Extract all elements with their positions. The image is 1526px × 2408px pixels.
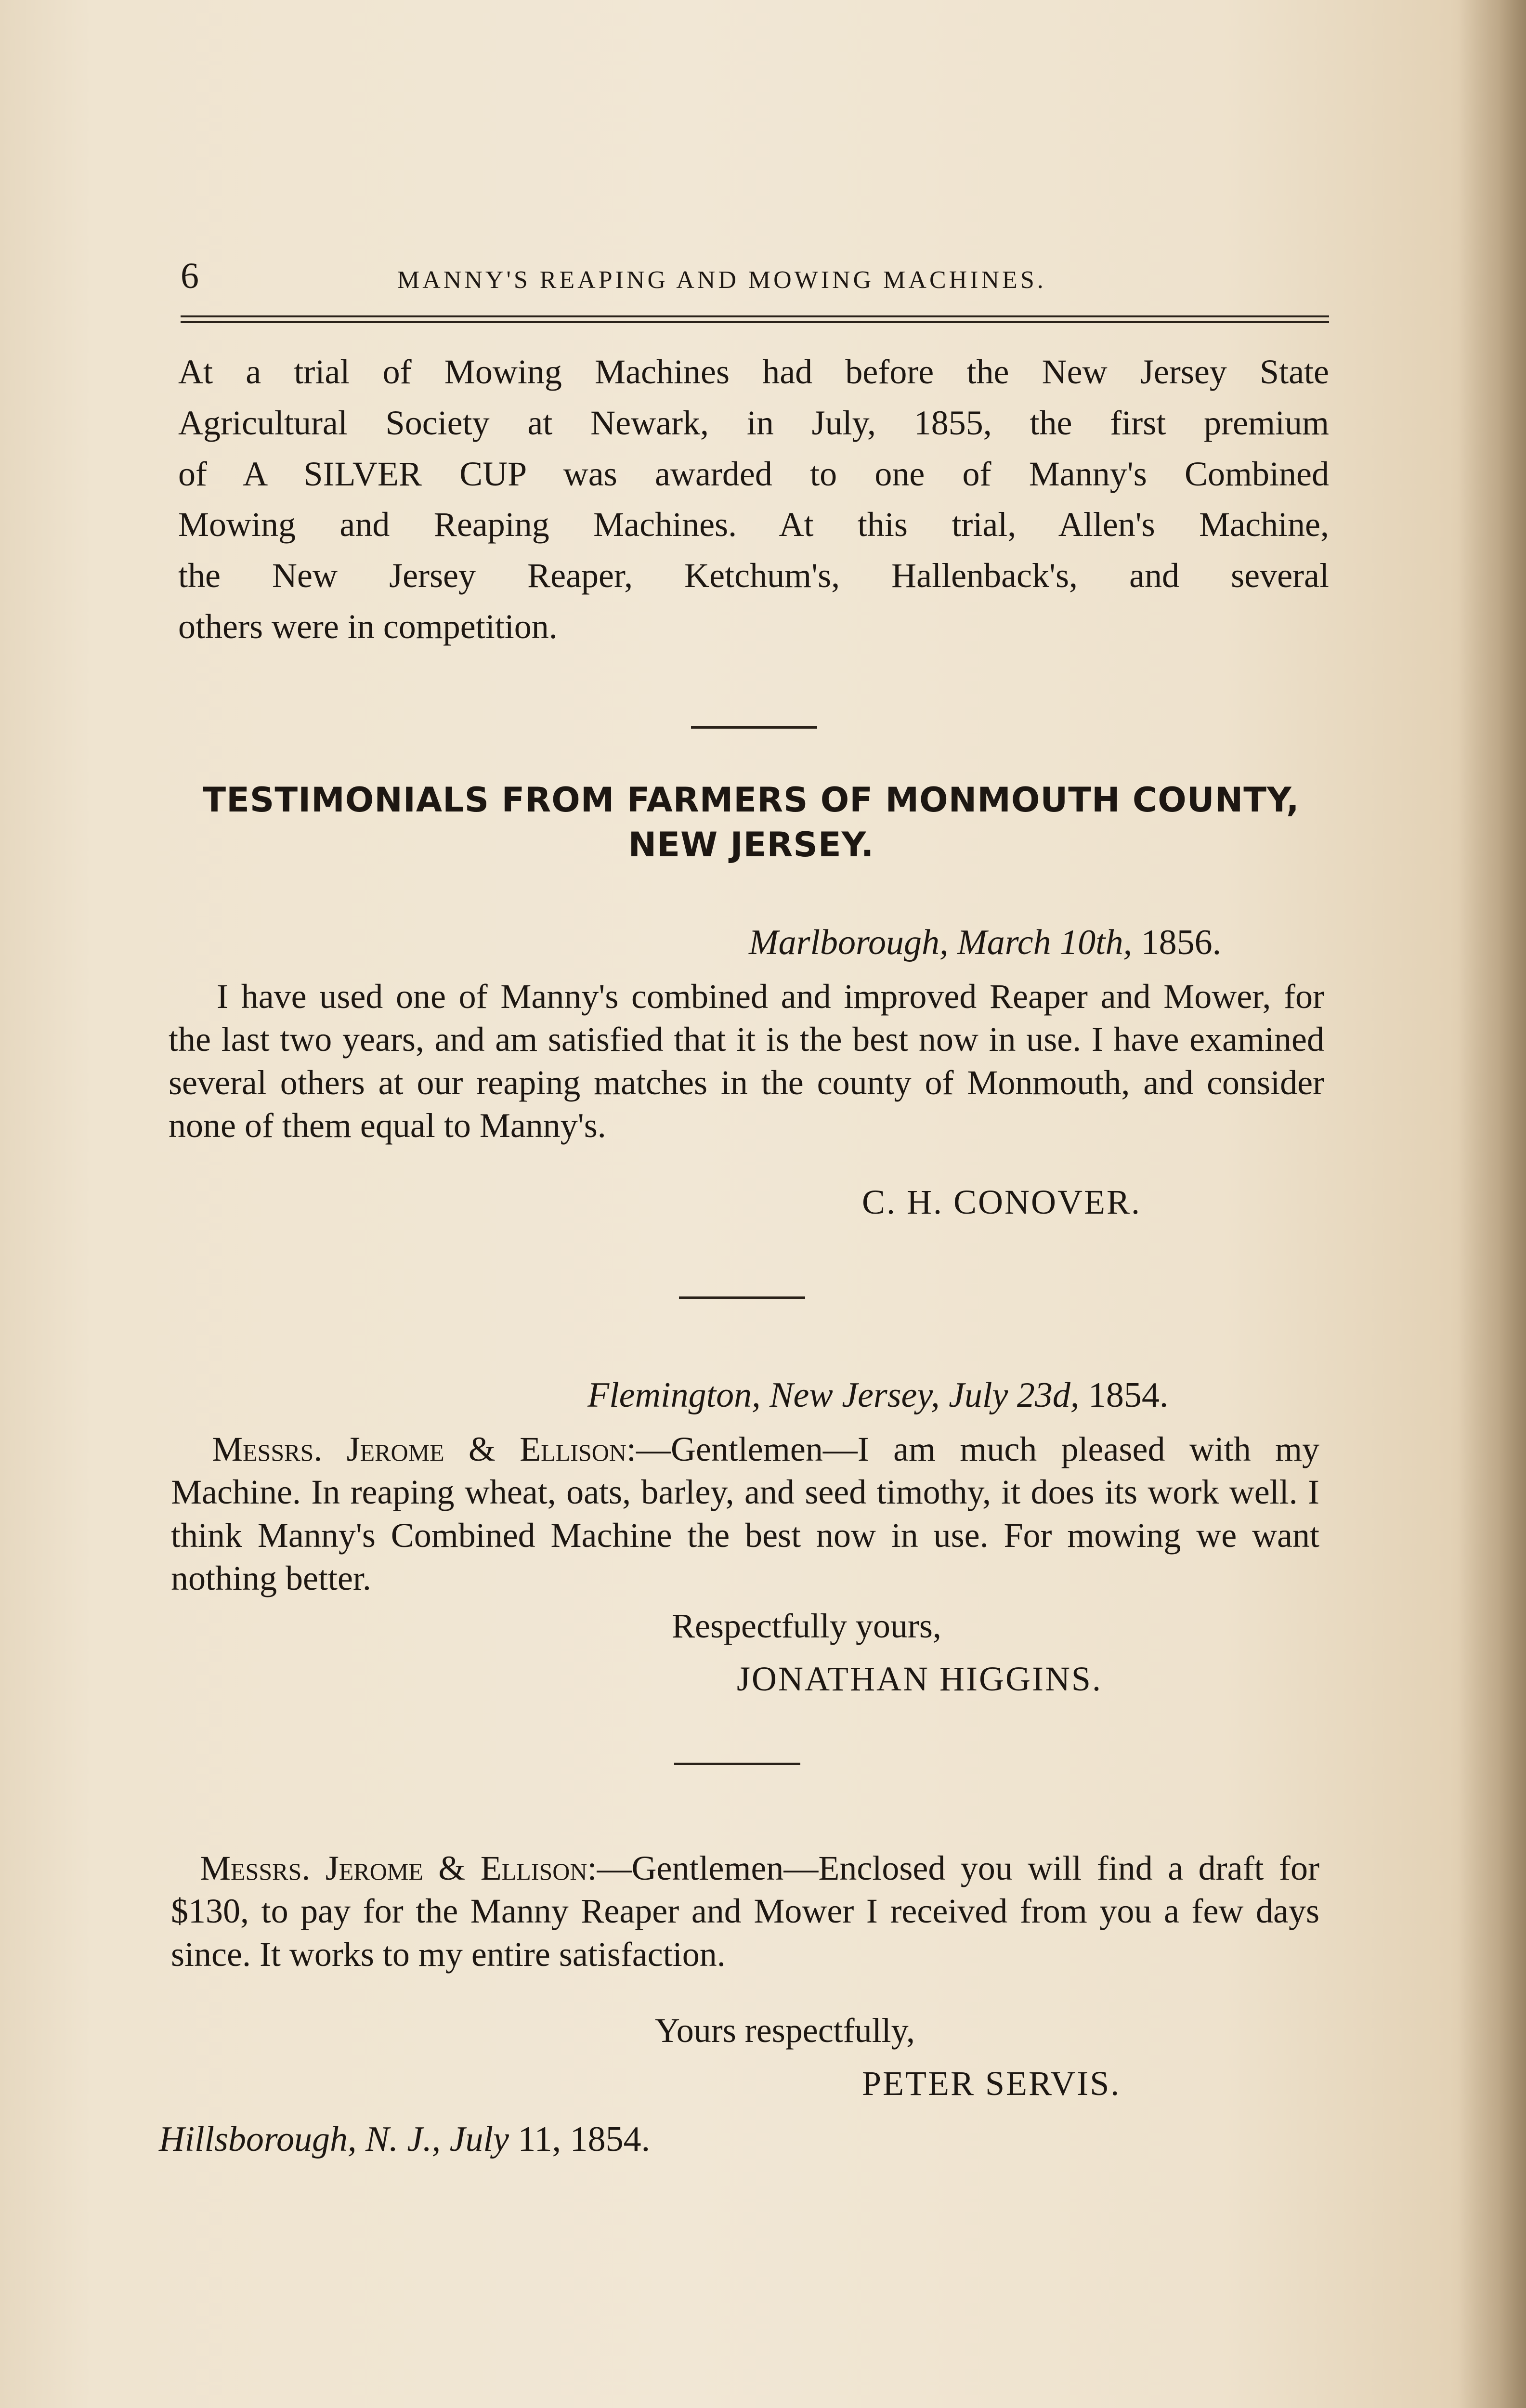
letter3-closing: Yours respectfully, — [655, 2011, 915, 2050]
letter3-dateline — [159, 2119, 650, 2160]
intro-line: At a trial of Mowing Machines had before the New Jersey State — [178, 353, 1329, 391]
intro-line: others were in competition. — [178, 607, 558, 646]
letter2-closing: Respectfully yours, — [672, 1607, 941, 1645]
letter2-year: 1854. — [1088, 1375, 1169, 1415]
header-double-rule — [181, 315, 1329, 323]
letter1-signature: C. H. CONOVER. — [862, 1183, 1142, 1221]
letter2-text: :—Gentlemen—I am much pleased with my Machine. In reaping wheat, oats, barley, and seed timothy, it does its work well. I think Manny's Combined Machine the best now in use. For mowing we want nothing better. — [171, 1430, 1319, 1597]
letter1-year: 1856. — [1141, 923, 1222, 962]
letter1-text: I have used one of Manny's combined and improved Reaper and Mower, for the last two years, and am satisfied that it is the best now in use. I have examined several others at our reaping matches in the county of Monmouth, and consider none of them equal to Manny's. — [169, 977, 1324, 1145]
running-title: MANNY'S REAPING AND MOWING MACHINES. — [397, 266, 1046, 294]
letter1-place: Marlborough, March 10th, — [749, 923, 1133, 962]
letter-divider — [674, 1763, 800, 1765]
letter3-salutation: Messrs. Jerome & Ellison — [200, 1849, 587, 1887]
intro-line: Agricultural Society at Newark, in July, 1855, the first premium — [178, 403, 1329, 442]
letter2-paragraph — [171, 1428, 1319, 1600]
intro-paragraph — [178, 347, 1329, 653]
letter3-signature: PETER SERVIS. — [862, 2064, 1121, 2103]
heading-line: TESTIMONIALS FROM FARMERS OF MONMOUTH COUNTY, — [203, 780, 1300, 820]
letter3-date: 11, 1854. — [518, 2120, 651, 2159]
letter2-body — [171, 1428, 1319, 1600]
intro-line: the New Jersey Reaper, Ketchum's, Hallenback's, and several — [178, 556, 1329, 595]
letter2-signature: JONATHAN HIGGINS. — [737, 1660, 1102, 1698]
letter1-dateline — [749, 922, 1221, 963]
page-number: 6 — [181, 256, 199, 296]
letter-divider — [679, 1296, 805, 1299]
letter1-body — [169, 975, 1324, 1147]
intro-line: of A SILVER CUP was awarded to one of Manny's Combined — [178, 454, 1329, 493]
page-header — [181, 255, 1293, 303]
letter2-place: Flemington, New Jersey, July 23d, — [587, 1375, 1080, 1415]
letter3-paragraph — [171, 1847, 1319, 1976]
intro-line: Mowing and Reaping Machines. At this trial, Allen's Machine, — [178, 505, 1329, 544]
letter3-body — [171, 1847, 1319, 1976]
letter3-place: Hillsborough, N. J., July — [159, 2120, 509, 2159]
letter2-dateline — [587, 1375, 1168, 1416]
section-divider — [691, 726, 817, 729]
letter3-text: :—Gentlemen—Enclosed you will find a draft for $130, to pay for the Manny Reaper and Mower I received from you a few days since. It works to my entire satisfaction. — [171, 1849, 1319, 1974]
section-heading — [173, 778, 1329, 867]
heading-line: NEW JERSEY. — [628, 825, 874, 865]
page-edge-shadow — [1459, 0, 1526, 2408]
letter2-salutation: Messrs. Jerome & Ellison — [212, 1430, 626, 1468]
